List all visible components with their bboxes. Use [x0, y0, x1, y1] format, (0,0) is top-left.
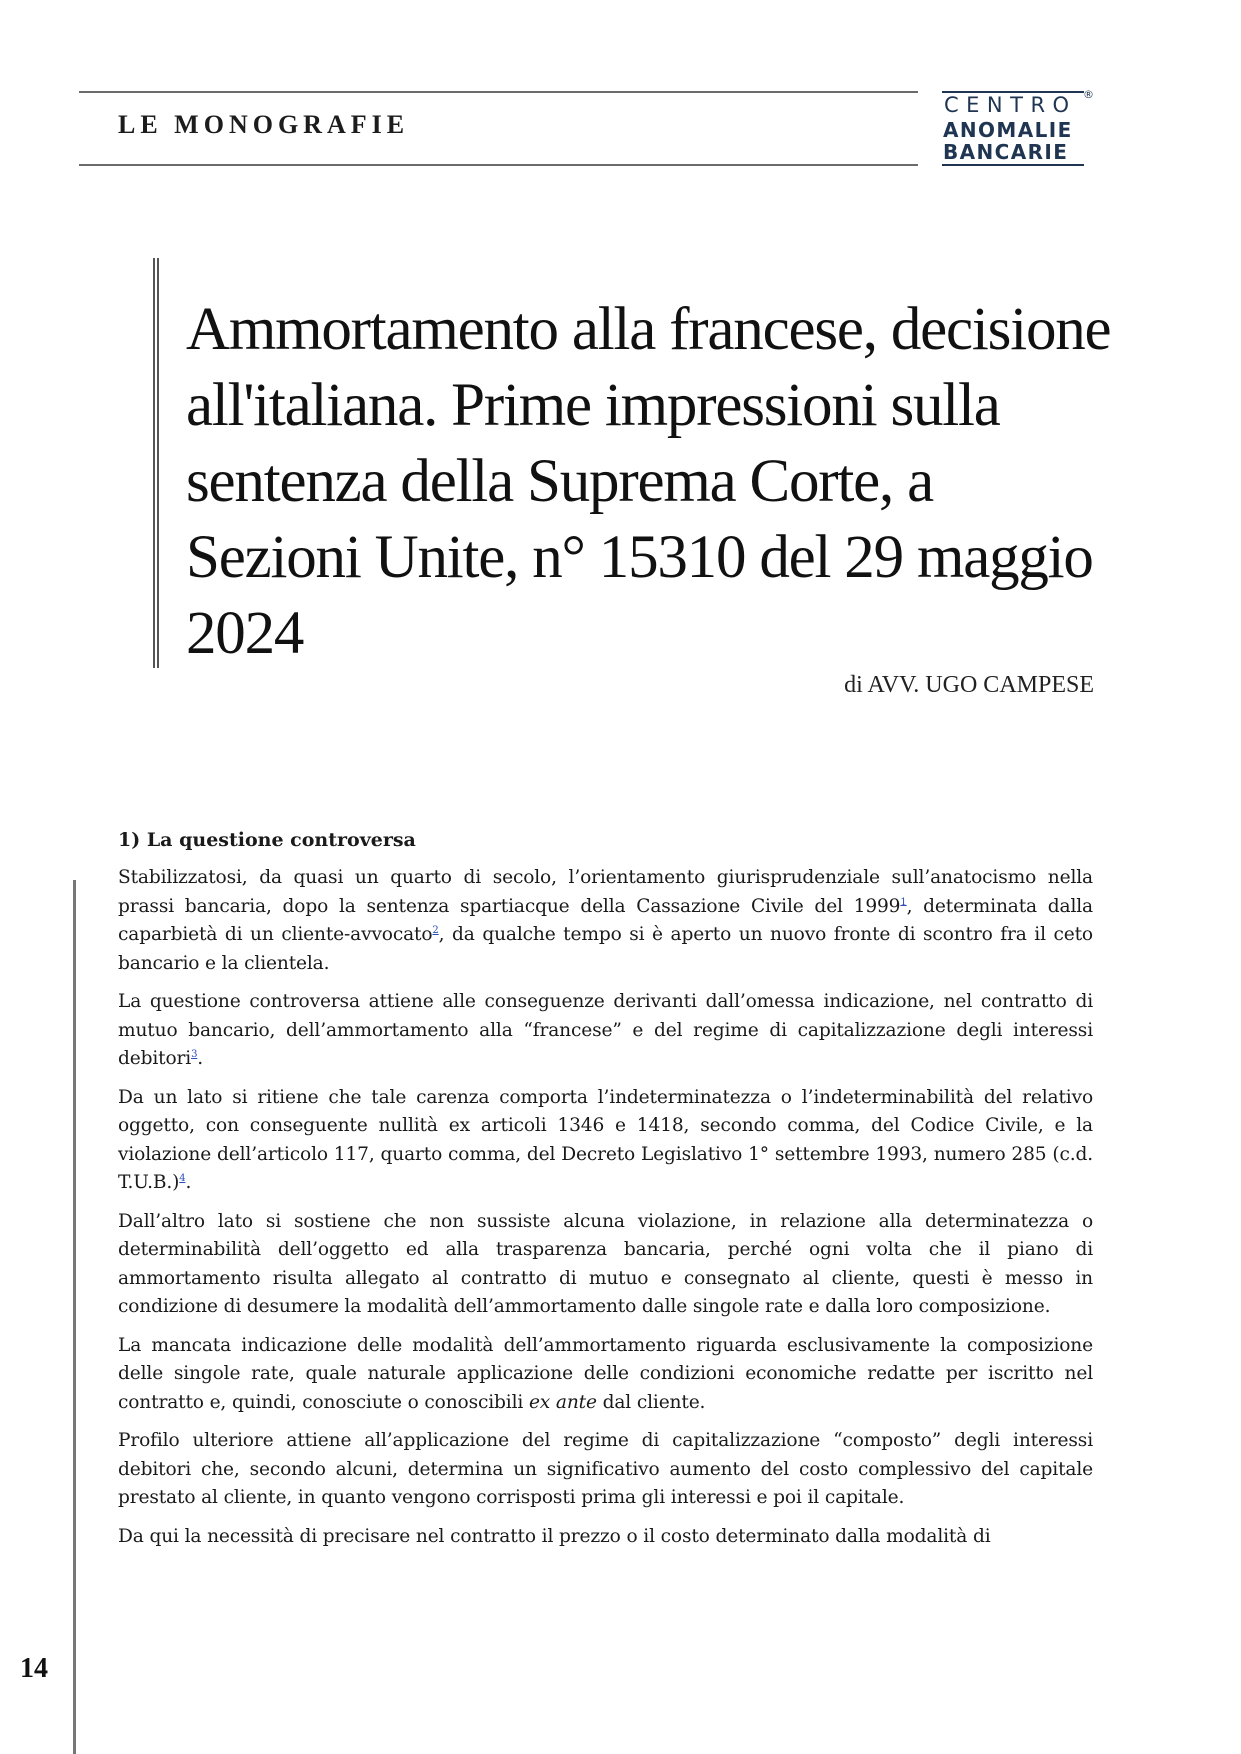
footnote-link-4[interactable]: 4: [179, 1172, 186, 1184]
section-label: LE MONOGRAFIE: [118, 110, 410, 139]
centro-anomalie-bancarie-logo: [942, 88, 1094, 166]
paragraph-1-text-c: , da qualche tempo si è aperto un nuovo fronte di scontro fra il ceto bancario e la clientela.: [118, 924, 1093, 974]
article-author: di AVV. UGO CAMPESE: [844, 672, 1094, 698]
logo-bottom-rule: [942, 164, 1084, 166]
paragraph-3-text-a: Da un lato si ritiene che tale carenza comporta l’indeterminatezza o l’indeterminabilità del relativo oggetto, con conseguente nullità ex articoli 1346 e 1418, secondo comma, del Codice Civile, e la violazione dell’articolo 117, quarto comma, del Decreto Legislativo 1° settembre 1993, numero 285 (c.d. T.U.B.): [118, 1086, 1093, 1193]
section-heading: 1) La questione controversa: [118, 829, 416, 851]
page-number: 14: [20, 1653, 48, 1684]
title-double-bar: [153, 258, 159, 668]
paragraph-2-text-b: .: [197, 1048, 204, 1069]
footnote-link-3[interactable]: 3: [191, 1048, 198, 1060]
paragraph-1-text-a: Stabilizzatosi, da quasi un quarto di secolo, l’orientamento giurisprudenziale sull’anatocismo nella prassi bancaria, dopo la sentenza spartiacque della Cassazione Civile del 1999: [118, 867, 1093, 917]
paragraph-5-text-b: dal cliente.: [596, 1391, 706, 1413]
paragraph-7: Da qui la necessità di precisare nel contratto il prezzo o il costo determinato dalla modalità di: [118, 1525, 991, 1547]
logo-line-anomalie: ANOMALIE: [943, 118, 1073, 142]
header-top-rule: [79, 91, 918, 93]
article-title: Ammortamento alla francese, decisione all'italiana. Prime impressioni sulla sentenza della Suprema Corte, a Sezioni Unite, n° 15310 del 29 maggio 2024: [186, 296, 1111, 667]
paragraph-5: [118, 1332, 1093, 1418]
registered-mark: ®: [1083, 88, 1094, 101]
paragraph-1: [118, 864, 1093, 978]
paragraph-5-emphasis: ex ante: [528, 1391, 597, 1413]
paragraph-2: [118, 988, 1093, 1074]
header-bottom-rule: [79, 164, 918, 166]
paragraph-6: Profilo ulteriore attiene all’applicazione del regime di capitalizzazione “composto” degli interessi debitori che, secondo alcuni, determina un significativo aumento del costo complessivo del capitale prestato al cliente, in quanto vengono corrisposti prima gli interessi e poi il capitale.: [118, 1430, 1093, 1508]
paragraph-1-text-b: , determinata dalla caparbietà di un cliente-avvocato: [118, 895, 1093, 945]
paragraph-3-text-b: .: [185, 1172, 192, 1193]
logo-line-centro: CENTRO: [944, 93, 1077, 117]
footnote-link-1[interactable]: 1: [900, 896, 907, 908]
article-body: [118, 826, 1093, 1561]
paragraph-4: Dall’altro lato si sostiene che non sussiste alcuna violazione, in relazione alla determinatezza o determinabilità dell’oggetto ed alla trasparenza bancaria, perché ogni volta che il piano di ammortamento risulta allegato al contratto di mutuo e consegnato al cliente, questi è messo in condizione di desumere la modalità dell’ammortamento dalle singole rate e dalla loro composizione.: [118, 1210, 1093, 1317]
paragraph-5-text-a: La mancata indicazione delle modalità dell’ammortamento riguarda esclusivamente la composizione delle singole rate, quale naturale applicazione delle condizioni economiche redatte per iscritto nel contratto e, quindi, conosciute o conoscibili: [118, 1334, 1093, 1413]
logo-line-bancarie: BANCARIE: [943, 140, 1069, 164]
paragraph-2-text-a: La questione controversa attiene alle conseguenze derivanti dall’omessa indicazione, nel contratto di mutuo bancario, dell’ammortamento alla “francese” e del regime di capitalizzazione degli interessi debitori: [118, 991, 1093, 1069]
margin-rule: [73, 880, 76, 1754]
paragraph-3: [118, 1084, 1093, 1198]
footnote-link-2[interactable]: 2: [432, 924, 439, 936]
